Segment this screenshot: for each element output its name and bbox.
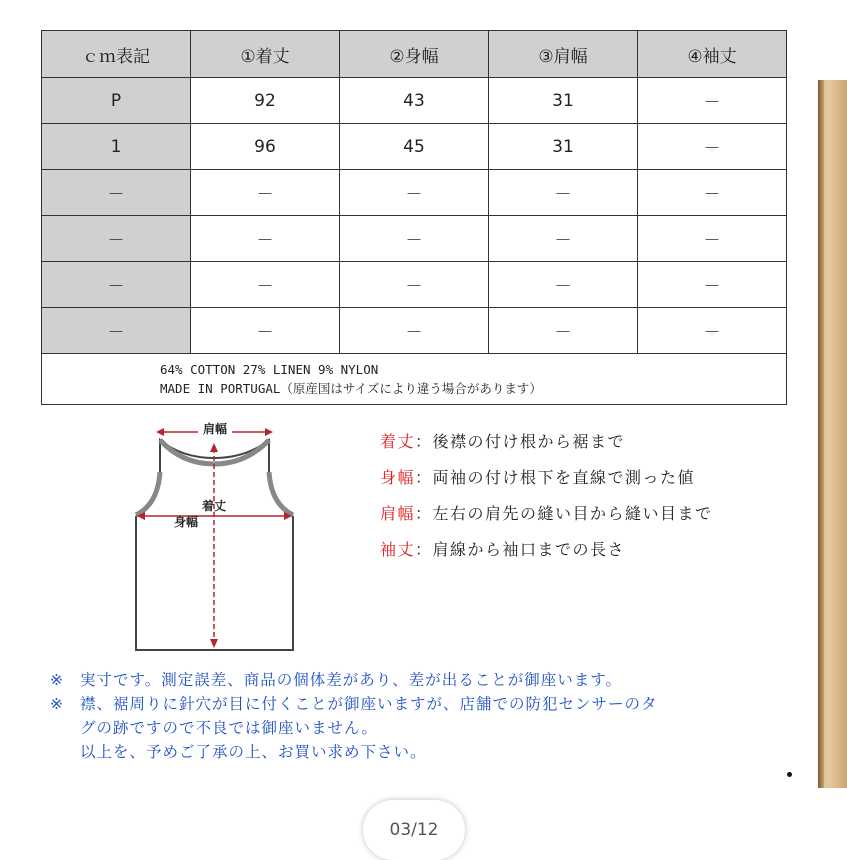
table-cell: － [191, 170, 340, 216]
table-cell: － [489, 262, 638, 308]
table-header-row [42, 31, 787, 78]
tank-top-diagram [128, 412, 308, 657]
image-page-counter: 03/12 [363, 800, 465, 860]
table-cell: 92 [191, 78, 340, 124]
measurement-legend [380, 428, 713, 572]
table-cell: － [638, 78, 787, 124]
legend-item [380, 536, 713, 572]
table-cell: － [191, 308, 340, 354]
note-item [50, 692, 810, 716]
table-cell: － [638, 216, 787, 262]
table-row [42, 262, 787, 308]
table-cell: 96 [191, 124, 340, 170]
table-row [42, 124, 787, 170]
size-label: － [42, 308, 191, 354]
table-row [42, 216, 787, 262]
table-cell: － [191, 262, 340, 308]
table-cell: － [638, 124, 787, 170]
diagram-label-body: 身幅 [173, 515, 199, 529]
material-note-row [42, 354, 787, 405]
legend-term: 身幅 [380, 468, 416, 487]
note-text: 襟、裾周りに針穴が目に付くことが御座いますが、店舗での防犯センサーのタ [80, 695, 658, 713]
table-cell: － [638, 308, 787, 354]
table-cell: － [489, 170, 638, 216]
table-cell: － [489, 216, 638, 262]
table-cell: － [340, 262, 489, 308]
note-text: 以上を、予めご了承の上、お買い求め下さい。 [80, 743, 427, 761]
diagram-label-shoulder: 肩幅 [202, 422, 228, 436]
note-mark: ※ [50, 671, 64, 689]
header-sleeve-length: ④袖丈 [638, 31, 787, 78]
size-label: － [42, 262, 191, 308]
note-text: グの跡ですので不良では御座いません。 [80, 719, 378, 737]
header-length: ①着丈 [191, 31, 340, 78]
table-cell: － [638, 262, 787, 308]
legend-term: 着丈 [380, 432, 416, 451]
table-cell: － [340, 216, 489, 262]
size-chart-table [41, 30, 787, 405]
legend-desc: ：後襟の付け根から裾まで [415, 432, 626, 451]
adjacent-product-photo [818, 80, 847, 788]
legend-desc: ：左右の肩先の縫い目から縫い目まで [415, 504, 713, 523]
carousel-dot [787, 772, 792, 777]
legend-item [380, 428, 713, 464]
legend-desc: ：両袖の付け根下を直線で測った値 [415, 468, 696, 487]
table-cell: － [340, 308, 489, 354]
size-label: P [42, 78, 191, 124]
size-label: 1 [42, 124, 191, 170]
header-unit: ｃｍ表記 [42, 31, 191, 78]
legend-desc: ：肩線から袖口までの長さ [415, 540, 626, 559]
size-label: － [42, 216, 191, 262]
legend-term: 袖丈 [380, 540, 416, 559]
country-of-origin: MADE IN PORTUGAL（原産国はサイズにより違う場合があります） [160, 381, 542, 396]
table-row [42, 170, 787, 216]
table-cell: － [340, 170, 489, 216]
table-row [42, 308, 787, 354]
legend-item [380, 464, 713, 500]
table-cell: 31 [489, 124, 638, 170]
legend-item [380, 500, 713, 536]
note-text: 実寸です。測定誤差、商品の個体差があり、差が出ることが御座います。 [80, 671, 623, 689]
table-cell: － [638, 170, 787, 216]
header-shoulder-width: ③肩幅 [489, 31, 638, 78]
note-mark: ※ [50, 695, 64, 713]
size-label: － [42, 170, 191, 216]
header-body-width: ②身幅 [340, 31, 489, 78]
table-cell: － [489, 308, 638, 354]
material-note [42, 354, 787, 405]
table-cell: 31 [489, 78, 638, 124]
diagram-label-length: 着丈 [201, 499, 227, 513]
note-item [50, 668, 810, 692]
table-cell: 45 [340, 124, 489, 170]
material-composition: 64% COTTON 27% LINEN 9% NYLON [160, 362, 379, 377]
table-cell: － [191, 216, 340, 262]
table-cell: 43 [340, 78, 489, 124]
disclaimer-notes [50, 668, 810, 764]
table-row [42, 78, 787, 124]
legend-term: 肩幅 [380, 504, 416, 523]
